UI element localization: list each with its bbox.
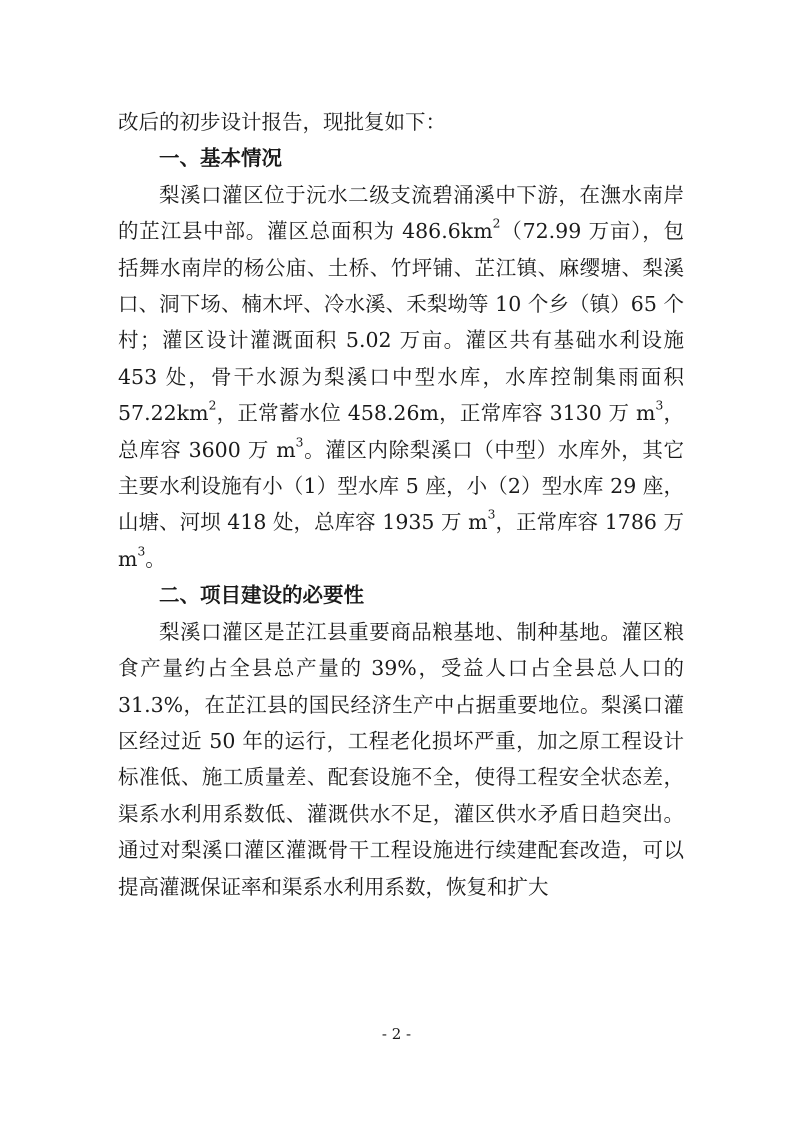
superscript: 2	[208, 398, 217, 413]
superscript: 3	[655, 398, 664, 413]
section-heading-necessity: 二、项目建设的必要性	[159, 583, 364, 608]
text-run: ，总库容 3600 万 m	[118, 401, 685, 462]
superscript: 2	[492, 216, 501, 231]
text-run: 梨溪口灌区位于沅水二级支流碧涌溪中下游，在潕水南岸的芷江县中部。灌区总面积为 486.6km	[118, 182, 684, 244]
superscript: 3	[295, 435, 304, 450]
page-number: - 2 -	[381, 1025, 412, 1043]
text-run: ，正常蓄水位 458.26m，正常库容 3130 万 m	[216, 401, 656, 426]
necessity-paragraph: 梨溪口灌区是芷江县重要商品粮基地、制种基地。灌区粮食产量约占全县总产量的 39%，受益人口占全县总人口的 31.3%，在芷江县的国民经济生产中占据重要地位。梨溪口灌区经过近 50 年的运行，工程老化损坏严重，加之原工程设计标准低、施工质量差、配套设施不全，使得工程安全状态差，渠系水利用系数低、灌溉供水不足，灌区供水矛盾日趋突出。通过对梨溪口灌区灌溉骨干工程设施进行续建配套改造，可以提高灌溉保证率和渠系水利用系数，恢复和扩大	[118, 619, 684, 899]
text-run: （72.99 万亩），包括舞水南岸的杨公庙、土桥、竹坪铺、芷江镇、麻缨塘、梨溪口、洞下场、楠木坪、冷水溪、禾梨坳等 10 个乡（镇）65 个村；灌区设计灌溉面积 5.02 万亩。灌区共有基础水利设施 453 处，骨干水源为梨溪口中型水库，水库控制集雨面积 57.22km	[118, 219, 684, 426]
document-body	[118, 104, 684, 905]
superscript: 3	[137, 544, 146, 559]
text-run: ，正常库容 1786 万 m	[118, 510, 684, 571]
text-run: 。	[145, 546, 166, 571]
superscript: 3	[487, 508, 496, 523]
section-heading-basic-situation: 一、基本情况	[159, 146, 282, 171]
text-run: 。灌区内除梨溪口（中型）水库外，其它主要水利设施有小（1）型水库 5 座，小（2）型水库 29 座，山塘、河坝 418 处，总库容 1935 万 m	[118, 437, 684, 535]
opening-line: 改后的初步设计报告，现批复如下：	[118, 110, 446, 134]
basic-situation-paragraph	[118, 177, 684, 577]
